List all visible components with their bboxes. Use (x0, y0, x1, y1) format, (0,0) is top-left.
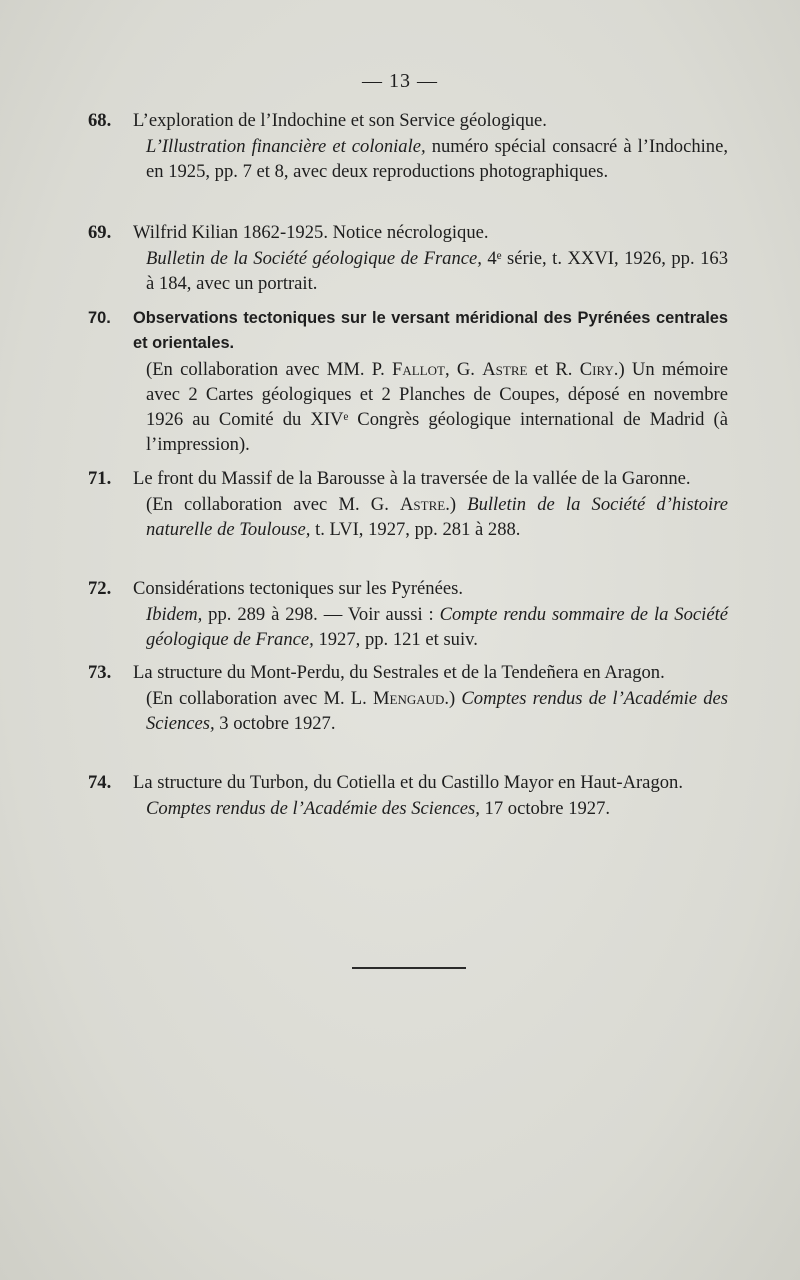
entry-number: 72. (88, 578, 112, 599)
page-number: — 13 — (362, 70, 438, 92)
entry-reference (146, 796, 728, 821)
reference-text: et R. (527, 359, 580, 380)
bibliography-entry-72 (88, 576, 728, 652)
publication-title: Bulletin de la Société d’histoire naturelle de Toulouse, (146, 494, 728, 540)
reference-text: 1927, pp. 121 et suiv. (313, 629, 478, 650)
reference-text: numéro spécial consacré à l’Indochine, en 1925, pp. 7 et 8, avec deux reproductions photographiques. (146, 136, 729, 182)
bibliography-entry-69 (88, 220, 728, 296)
bibliography-entry-68 (88, 108, 728, 184)
reference-text: .) (445, 494, 468, 515)
entry-number: 69. (88, 222, 112, 243)
entry-title: La structure du Turbon, du Cotiella et du Castillo Mayor en Haut-Aragon. (133, 772, 683, 793)
bibliography-entry-74 (88, 770, 728, 821)
entry-title: La structure du Mont-Perdu, du Sestrales et de la Tendeñera en Aragon. (133, 662, 665, 683)
entry-title: Le front du Massif de la Barousse à la traversée de la vallée de la Garonne. (133, 468, 691, 489)
author-name: Astre (482, 359, 528, 380)
entry-reference (146, 134, 728, 184)
reference-text: 3 octobre 1927. (214, 713, 336, 734)
bibliography-entry-71 (88, 466, 728, 542)
entry-number: 71. (88, 468, 112, 489)
bibliography-entry-70 (88, 306, 728, 457)
author-name: Mengaud (372, 688, 445, 709)
entry-title: Wilfrid Kilian 1862-1925. Notice nécrologique. (133, 222, 489, 243)
entry-number: 68. (88, 110, 112, 131)
publication-title: Comptes rendus de l’Académie des Sciences, (146, 798, 480, 819)
reference-text: t. LVI, 1927, pp. 281 à 288. (310, 519, 521, 540)
publication-title: L’Illustration financière et coloniale, (146, 136, 426, 157)
bibliography-entry-73 (88, 660, 728, 736)
publication-title: Compte rendu sommaire de la Société géologique de France, (146, 604, 728, 650)
publication-title: Ibidem, (146, 604, 203, 625)
author-name: Ciry (579, 359, 614, 380)
entry-title: L’exploration de l’Indochine et son Service géologique. (133, 110, 547, 131)
author-name: Fallot (392, 359, 445, 380)
entry-title: Considérations tectoniques sur les Pyrénées. (133, 578, 463, 599)
entry-reference (146, 246, 728, 296)
entry-number: 74. (88, 772, 112, 793)
entry-title: Observations tectoniques sur le versant méridional des Pyrénées centrales et orientales. (133, 309, 728, 352)
publication-title: Bulletin de la Société géologique de France, (146, 248, 482, 269)
reference-text: pp. 289 à 298. — Voir aussi : (202, 604, 440, 625)
reference-text: 4ᵉ série, t. XXVI, 1926, pp. 163 à 184, avec un portrait. (146, 248, 728, 294)
reference-text: .) Un mémoire avec 2 Cartes géologiques et 2 Planches de Coupes, déposé en novembre 1926 au Comité du XIVᵉ Congrès géologique international de Madrid (à l’impression). (146, 359, 728, 455)
author-name: Astre (400, 494, 446, 515)
entry-reference (146, 602, 728, 652)
reference-text: (En collaboration avec MM. P. (146, 359, 392, 380)
entry-reference (146, 686, 728, 736)
reference-text: .) (444, 688, 462, 709)
end-rule-divider (352, 967, 466, 969)
entry-reference (146, 357, 728, 457)
entry-reference (146, 492, 728, 542)
reference-text: , G. (444, 359, 483, 380)
entry-number: 70. (88, 309, 111, 327)
entry-number: 73. (88, 662, 112, 683)
reference-text: (En collaboration avec M. L. (146, 688, 373, 709)
reference-text: (En collaboration avec M. G. (146, 494, 400, 515)
publication-title: Comptes rendus de l’Académie des Sciences, (146, 688, 729, 734)
reference-text: 17 octobre 1927. (479, 798, 611, 819)
